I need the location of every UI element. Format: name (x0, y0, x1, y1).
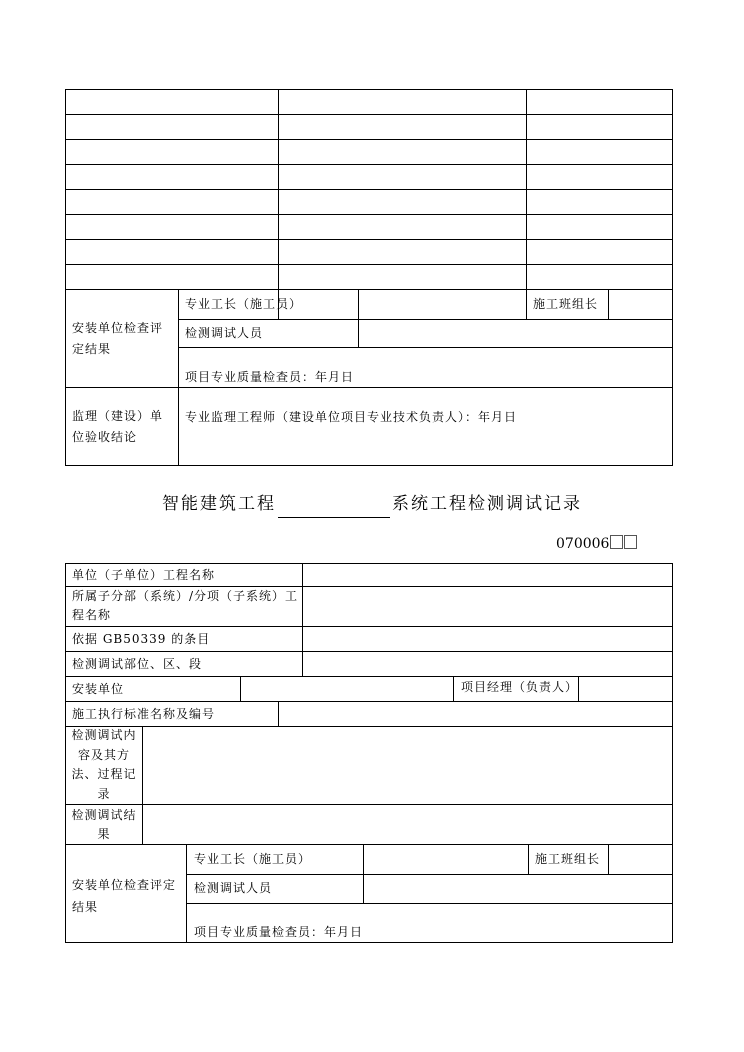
standard-value[interactable] (279, 702, 672, 726)
table-row-line (65, 264, 673, 265)
sub-project-value[interactable] (303, 587, 672, 626)
test-location-value[interactable] (303, 652, 672, 676)
table-border (65, 89, 66, 466)
install-unit-label: 安装单位 (72, 682, 125, 696)
table-col-line (178, 289, 179, 466)
table-row-line (65, 114, 673, 115)
code-checkbox[interactable] (610, 535, 623, 549)
test-location-label: 检测调试部位、区、段 (72, 657, 203, 671)
team-leader-label: 施工班组长 (535, 852, 601, 866)
table-border (65, 563, 66, 943)
table-row-line (186, 903, 673, 904)
test-staff-label: 检测调试人员 (185, 326, 264, 340)
foreman-label: 专业工长（施工员） (185, 297, 303, 311)
table-row-line (186, 874, 673, 875)
project-manager-value[interactable] (579, 677, 672, 701)
table-row-line (65, 844, 673, 845)
test-result-value[interactable] (143, 805, 672, 844)
system-name-blank[interactable] (278, 499, 390, 518)
install-unit-value[interactable] (241, 677, 453, 701)
table-row-line (65, 289, 673, 290)
form-code-number: 070006 (556, 536, 610, 552)
table-col-line (358, 289, 359, 347)
install-check-label: 安装单位检查评定结果 (72, 878, 177, 914)
title-prefix: 智能建筑工程 (162, 494, 276, 514)
table-col-line (278, 89, 279, 319)
table-row-line (65, 387, 673, 388)
quality-inspector-label: 项目专业质量检查员：年月日 (185, 370, 355, 384)
table-col-line (363, 844, 364, 903)
standard-label: 施工执行标准名称及编号 (72, 707, 216, 721)
form-code (556, 534, 637, 554)
test-content-value[interactable] (143, 727, 672, 804)
table-col-line (528, 844, 529, 874)
table-col-line (608, 289, 609, 319)
page-title (0, 490, 744, 518)
unit-project-label: 单位（子单位）工程名称 (72, 568, 216, 582)
table-row-line (65, 189, 673, 190)
table-border (672, 563, 673, 943)
table-row-line (178, 319, 673, 320)
code-checkbox[interactable] (624, 535, 637, 549)
test-staff-label: 检测调试人员 (194, 881, 273, 895)
test-result-label: 检测调试结果 (71, 808, 137, 841)
table-border (65, 89, 673, 90)
table-row-line (65, 239, 673, 240)
table-col-line (608, 844, 609, 874)
unit-project-value[interactable] (303, 564, 672, 586)
table-row-line (178, 347, 673, 348)
install-check-label: 安装单位检查评定结果 (72, 321, 164, 356)
supervision-label: 监理（建设）单位验收结论 (72, 409, 164, 444)
table-border (65, 942, 673, 943)
quality-inspector-label: 项目专业质量检查员：年月日 (194, 925, 364, 939)
basis-label: 依据 GB50339 的条目 (72, 632, 211, 646)
title-suffix: 系统工程检测调试记录 (392, 494, 582, 514)
supervision-engineer-label: 专业监理工程师（建设单位项目专业技术负责人）：年月日 (185, 410, 518, 424)
test-content-label: 检测调试内容及其方法、过程记录 (71, 728, 137, 801)
table-row-line (65, 214, 673, 215)
foreman-label: 专业工长（施工员） (194, 852, 312, 866)
table-col-line (453, 676, 454, 701)
team-leader-label: 施工班组长 (533, 297, 599, 311)
table-row-line (65, 164, 673, 165)
basis-value[interactable] (303, 627, 672, 651)
table-col-line (526, 89, 527, 319)
table-border (65, 465, 673, 466)
table-col-line (186, 844, 187, 942)
project-manager-label: 项目经理（负责人） (461, 680, 579, 694)
sub-project-label: 所属子分部（系统）/分项（子系统）工程名称 (72, 589, 299, 622)
table-row-line (65, 139, 673, 140)
table-border (672, 89, 673, 466)
